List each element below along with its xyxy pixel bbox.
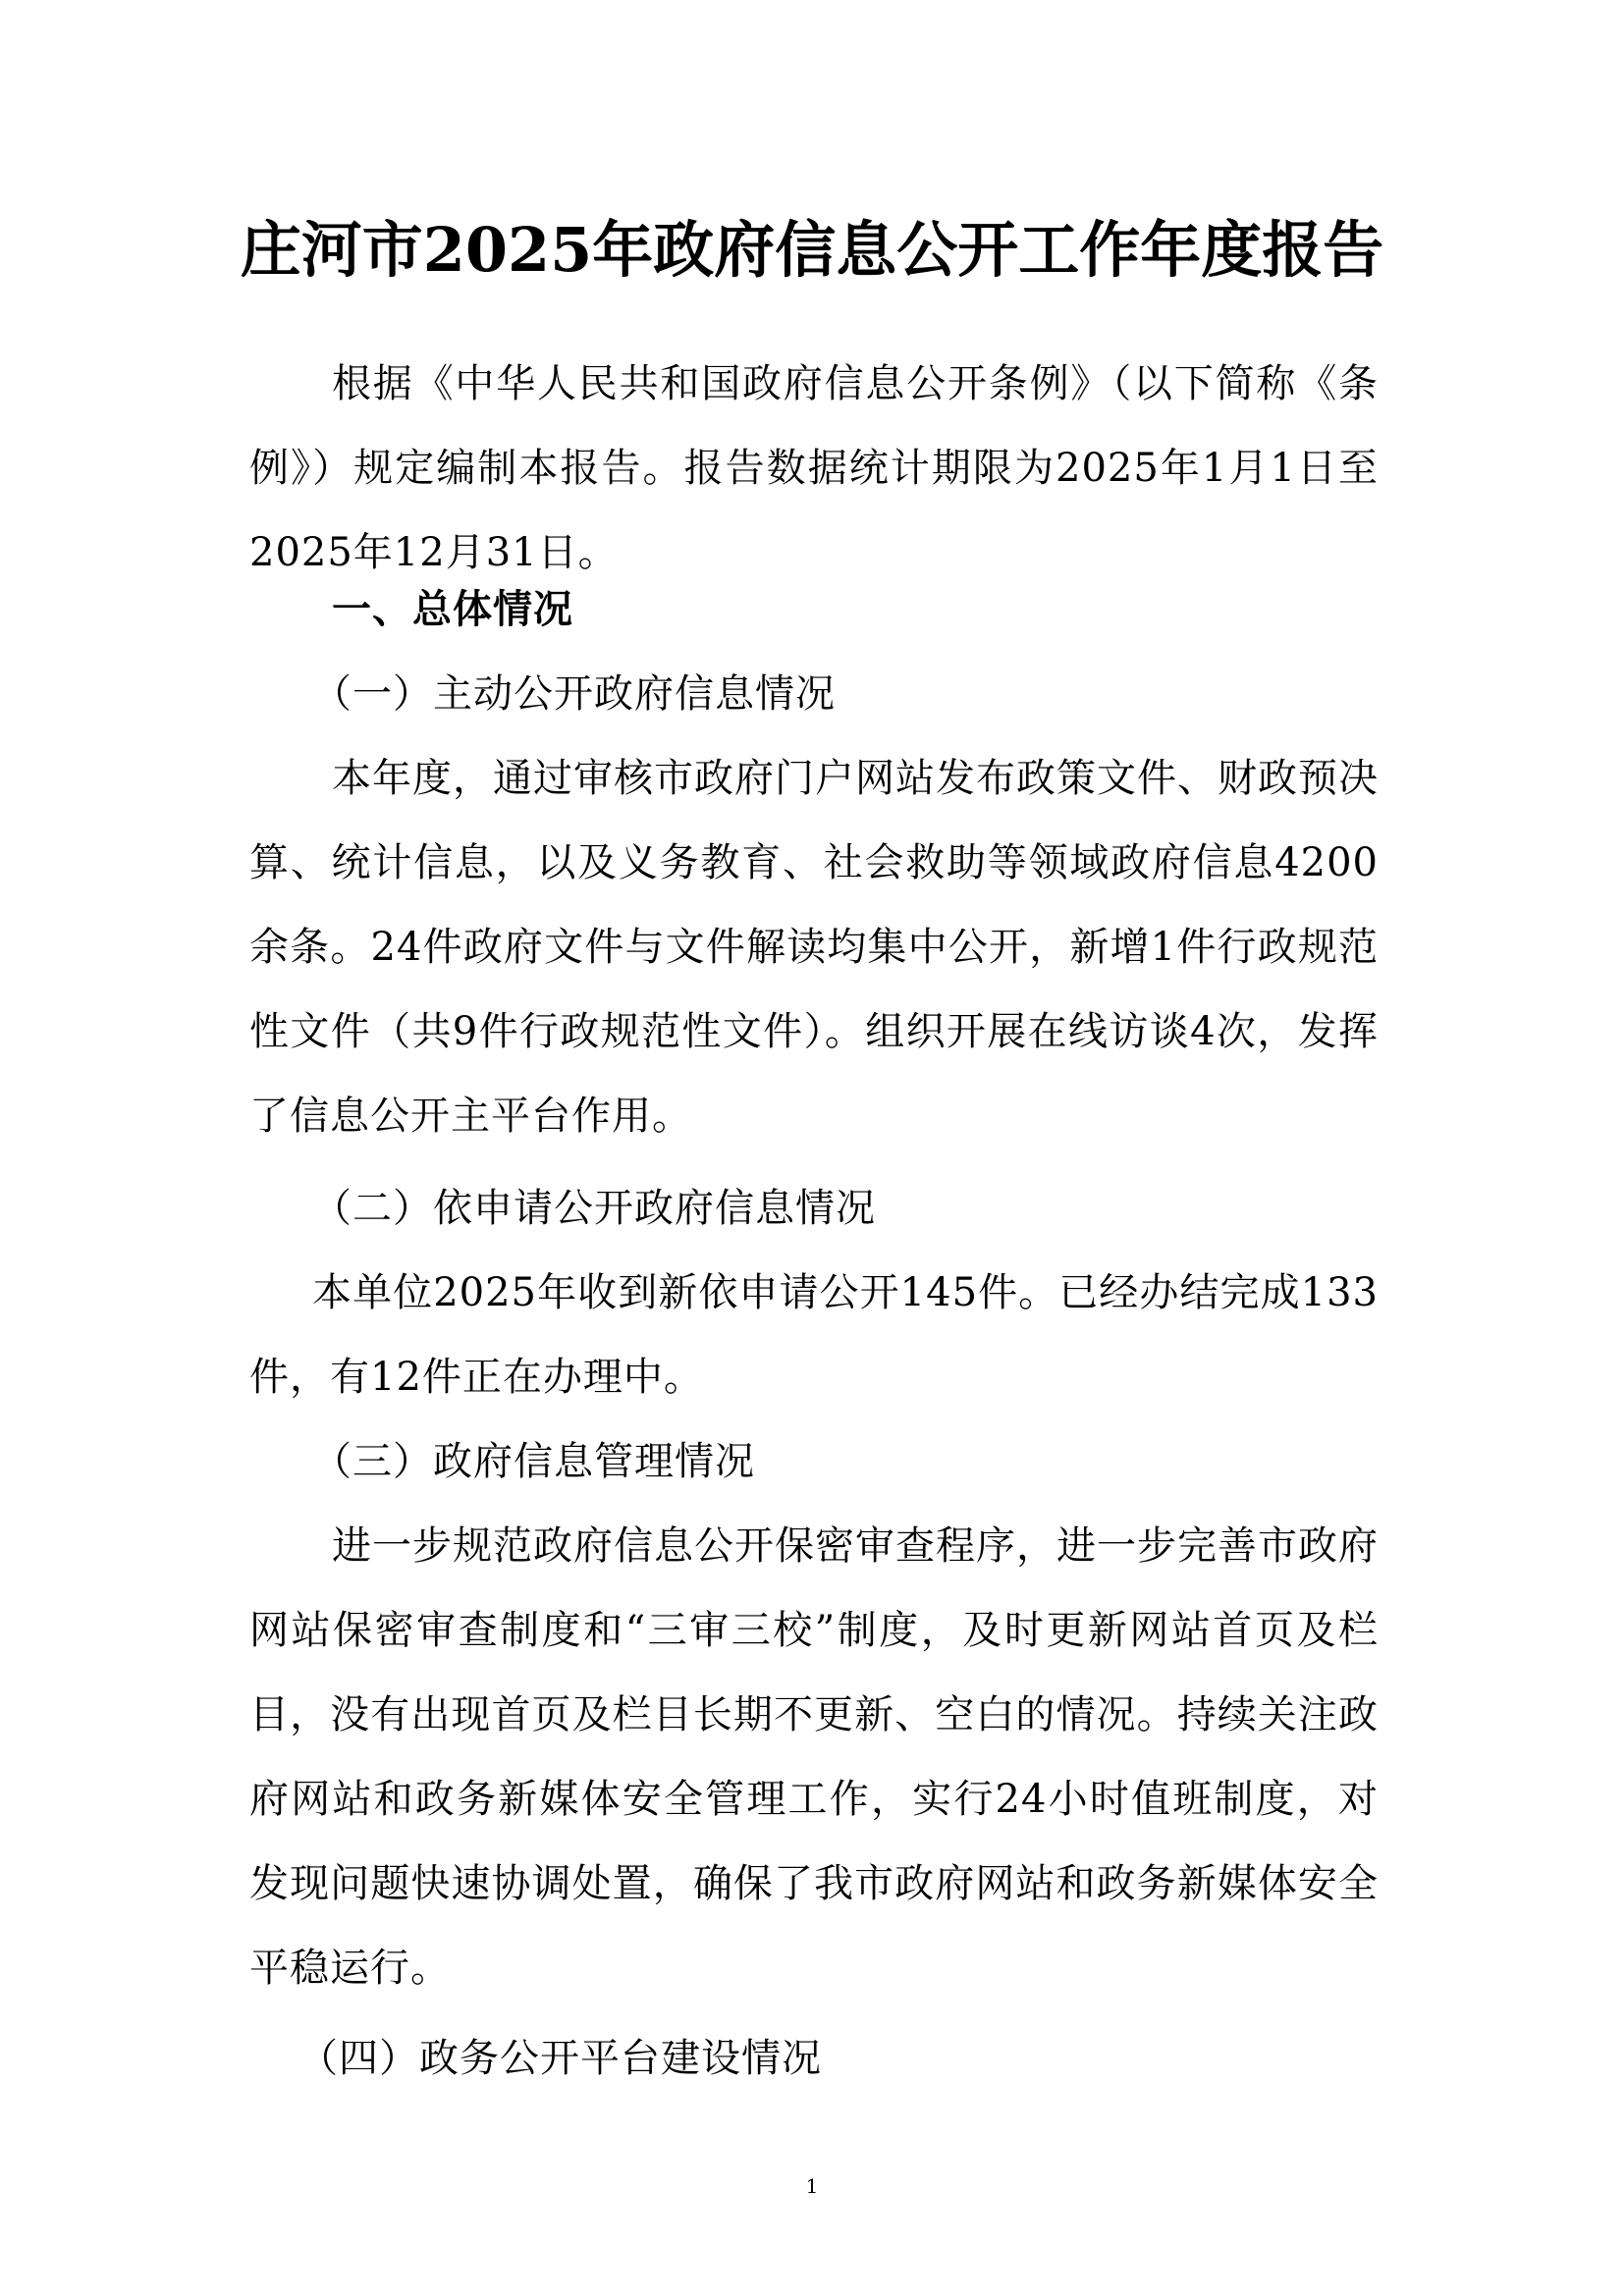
subsection-heading-platform: （四）政务公开平台建设情况	[298, 2036, 822, 2081]
information-management-paragraph: 进一步规范政府信息公开保密审查程序，进一步完善市政府网站保密审查制度和“三审三校”制度，及时更新网站首页及栏目，没有出现首页及栏目长期不更新、空白的情况。持续关注政府网站和政务新媒体安全管理工作，实行24小时值班制度，对发现问题快速协调处置，确保了我市政府网站和政务新媒体安全平稳运行。	[249, 1523, 1379, 1991]
proactive-disclosure-paragraph: 本年度，通过审核市政府门户网站发布政策文件、财政预决算、统计信息，以及义务教育、社会救助等领域政府信息4200余条。24件政府文件与文件解读均集中公开，新增1件行政规范性文件（共9件行政规范性文件）。组织开展在线访谈4次，发挥了信息公开主平台作用。	[249, 756, 1379, 1139]
document-title: 庄河市2025年政府信息公开工作年度报告	[240, 214, 1384, 286]
page-number: 1	[805, 2174, 819, 2198]
application-disclosure-paragraph: 本单位2025年收到新依申请公开145件。已经办结完成133件，有12件正在办理中。	[249, 1270, 1379, 1400]
subsection-heading-proactive: （一）主动公开政府信息情况	[312, 671, 836, 717]
section-heading-overall: 一、总体情况	[332, 587, 573, 632]
subsection-heading-management: （三）政府信息管理情况	[312, 1439, 755, 1484]
intro-paragraph: 根据《中华人民共和国政府信息公开条例》（以下简称《条例》）规定编制本报告。报告数据统计期限为2025年1月1日至2025年12月31日。	[249, 361, 1379, 575]
subsection-heading-application: （二）依申请公开政府信息情况	[312, 1186, 876, 1231]
